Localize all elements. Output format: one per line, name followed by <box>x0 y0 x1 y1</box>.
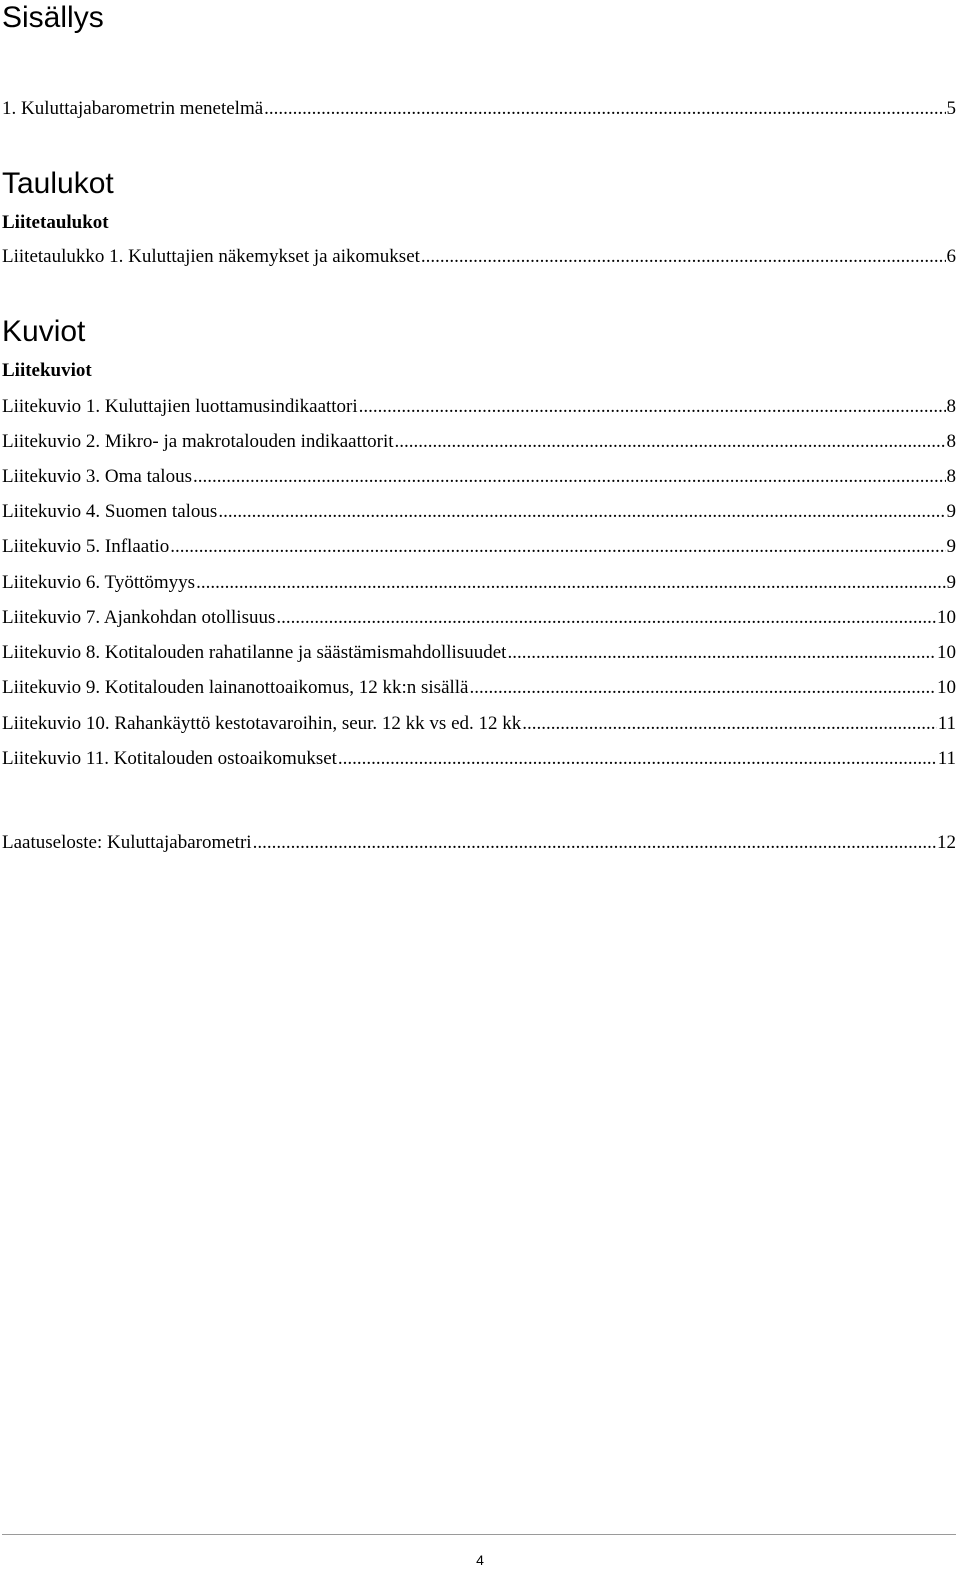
toc-entry-page: 9 <box>946 572 956 593</box>
toc-entry-label: Liitekuvio 2. Mikro- ja makrotalouden indikaattorit <box>2 431 394 452</box>
toc-entry-liitekuvio-9[interactable] <box>2 676 956 700</box>
toc-entry-liitekuvio-3[interactable] <box>2 465 956 489</box>
toc-leader-dots <box>264 97 945 121</box>
toc-leader-dots <box>253 831 936 855</box>
toc-entry-laatuseloste[interactable] <box>2 831 956 855</box>
toc-leader-dots <box>276 606 936 630</box>
toc-entry-label: Liitekuvio 4. Suomen talous <box>2 501 218 522</box>
toc-entry-label: Liitekuvio 9. Kotitalouden lainanottoaikomus, 12 kk:n sisällä <box>2 677 469 698</box>
toc-entry-page: 10 <box>937 607 956 628</box>
toc-entry-label: Liitekuvio 3. Oma talous <box>2 466 192 487</box>
page-number: 4 <box>476 1552 484 1568</box>
toc-entry-label: 1. Kuluttajabarometrin menetelmä <box>2 98 264 119</box>
toc-entry-menetelma[interactable] <box>2 97 956 121</box>
toc-leader-dots <box>522 712 936 736</box>
toc-entry-liitekuvio-11[interactable] <box>2 747 956 771</box>
toc-entry-page: 5 <box>946 98 956 119</box>
toc-leader-dots <box>507 641 936 665</box>
toc-entry-label: Liitekuvio 11. Kotitalouden ostoaikomukset <box>2 748 337 769</box>
toc-leader-dots <box>395 430 946 454</box>
toc-entry-page: 12 <box>937 832 956 853</box>
toc-entry-page: 6 <box>946 246 956 267</box>
toc-entry-liitekuvio-4[interactable] <box>2 500 956 524</box>
toc-entry-label: Liitekuvio 7. Ajankohdan otollisuus <box>2 607 276 628</box>
toc-entry-liitetaulukko-1[interactable] <box>2 245 956 269</box>
footer-divider <box>2 1534 956 1535</box>
toc-leader-dots <box>193 465 946 489</box>
toc-entry-liitekuvio-7[interactable] <box>2 606 956 630</box>
toc-entry-liitekuvio-6[interactable] <box>2 571 956 595</box>
toc-entry-label: Laatuseloste: Kuluttajabarometri <box>2 832 252 853</box>
toc-entry-label: Liitekuvio 8. Kotitalouden rahatilanne ja säästämismahdollisuudet <box>2 642 507 663</box>
toc-entry-liitekuvio-10[interactable] <box>2 712 956 736</box>
toc-leader-dots <box>196 571 945 595</box>
section-heading-taulukot: Taulukot <box>2 167 114 200</box>
toc-entry-label: Liitekuvio 5. Inflaatio <box>2 536 170 557</box>
toc-entry-liitekuvio-2[interactable] <box>2 430 956 454</box>
toc-entry-page: 11 <box>937 713 956 734</box>
page-title: Sisällys <box>2 1 104 34</box>
toc-entry-page: 11 <box>937 748 956 769</box>
toc-entry-page: 9 <box>946 536 956 557</box>
toc-leader-dots <box>470 676 937 700</box>
toc-entry-page: 8 <box>946 396 956 417</box>
toc-leader-dots <box>338 747 937 771</box>
toc-leader-dots <box>218 500 945 524</box>
toc-entry-liitekuvio-8[interactable] <box>2 641 956 665</box>
subsection-heading-liitekuviot: Liitekuviot <box>2 360 92 381</box>
toc-leader-dots <box>359 395 946 419</box>
toc-entry-page: 9 <box>946 501 956 522</box>
subsection-heading-liitetaulukot: Liitetaulukot <box>2 212 109 233</box>
toc-entry-liitekuvio-1[interactable] <box>2 395 956 419</box>
toc-entry-page: 8 <box>946 466 956 487</box>
toc-entry-label: Liitetaulukko 1. Kuluttajien näkemykset ja aikomukset <box>2 246 420 267</box>
toc-entry-page: 10 <box>937 642 956 663</box>
toc-leader-dots <box>170 535 945 559</box>
toc-leader-dots <box>421 245 946 269</box>
toc-entry-label: Liitekuvio 1. Kuluttajien luottamusindikaattori <box>2 396 358 417</box>
section-heading-kuviot: Kuviot <box>2 315 86 348</box>
toc-entry-page: 10 <box>937 677 956 698</box>
toc-entry-page: 8 <box>946 431 956 452</box>
toc-entry-label: Liitekuvio 10. Rahankäyttö kestotavaroihin, seur. 12 kk vs ed. 12 kk <box>2 713 522 734</box>
toc-entry-label: Liitekuvio 6. Työttömyys <box>2 572 196 593</box>
toc-entry-liitekuvio-5[interactable] <box>2 535 956 559</box>
